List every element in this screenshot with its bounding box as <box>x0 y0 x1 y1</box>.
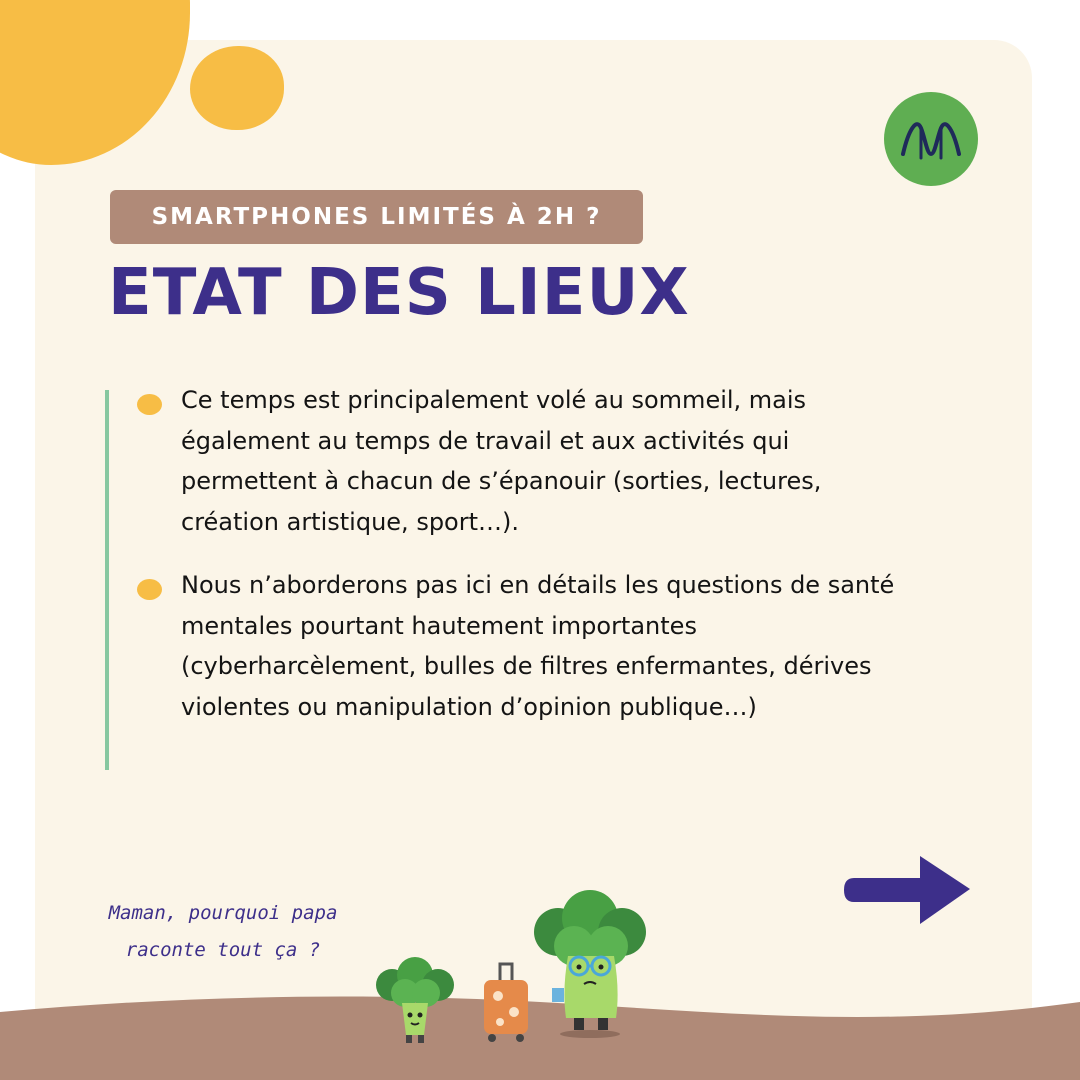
list-item <box>137 380 917 542</box>
list-item <box>137 565 917 727</box>
speech-line-2: raconte tout ça ? <box>125 939 321 961</box>
accent-rule <box>105 390 109 770</box>
arrow-right-icon[interactable] <box>842 852 974 932</box>
bullet-list <box>137 380 917 750</box>
bullet-dot-icon <box>137 579 162 600</box>
bullet-text: Ce temps est principalement volé au sommeil, mais également au temps de travail et aux activités qui permettent à chacun de s’épanouir (sorties, lectures, création artistique, sport…). <box>181 386 822 536</box>
broccoli-dad-character-icon <box>530 890 650 1040</box>
decorative-blob-small <box>190 46 284 130</box>
page-title: ETAT DES LIEUX <box>108 256 690 330</box>
speech-caption <box>68 895 378 969</box>
speech-line-1: Maman, pourquoi papa <box>108 902 338 924</box>
small-broccoli-character-icon <box>370 955 460 1045</box>
suitcase-icon <box>478 962 534 1044</box>
topic-tag <box>110 190 643 244</box>
bullet-text: Nous n’aborderons pas ici en détails les questions de santé mentales pourtant hautement importantes (cyberharcèlement, bulles de filtres enfermantes, dérives violentes ou manipulation d’opinion publique…) <box>181 571 895 721</box>
bullet-dot-icon <box>137 394 162 415</box>
topic-tag-label: SMARTPHONES LIMITÉS À 2H ? <box>151 204 602 230</box>
m-wave-logo-icon <box>884 92 978 186</box>
